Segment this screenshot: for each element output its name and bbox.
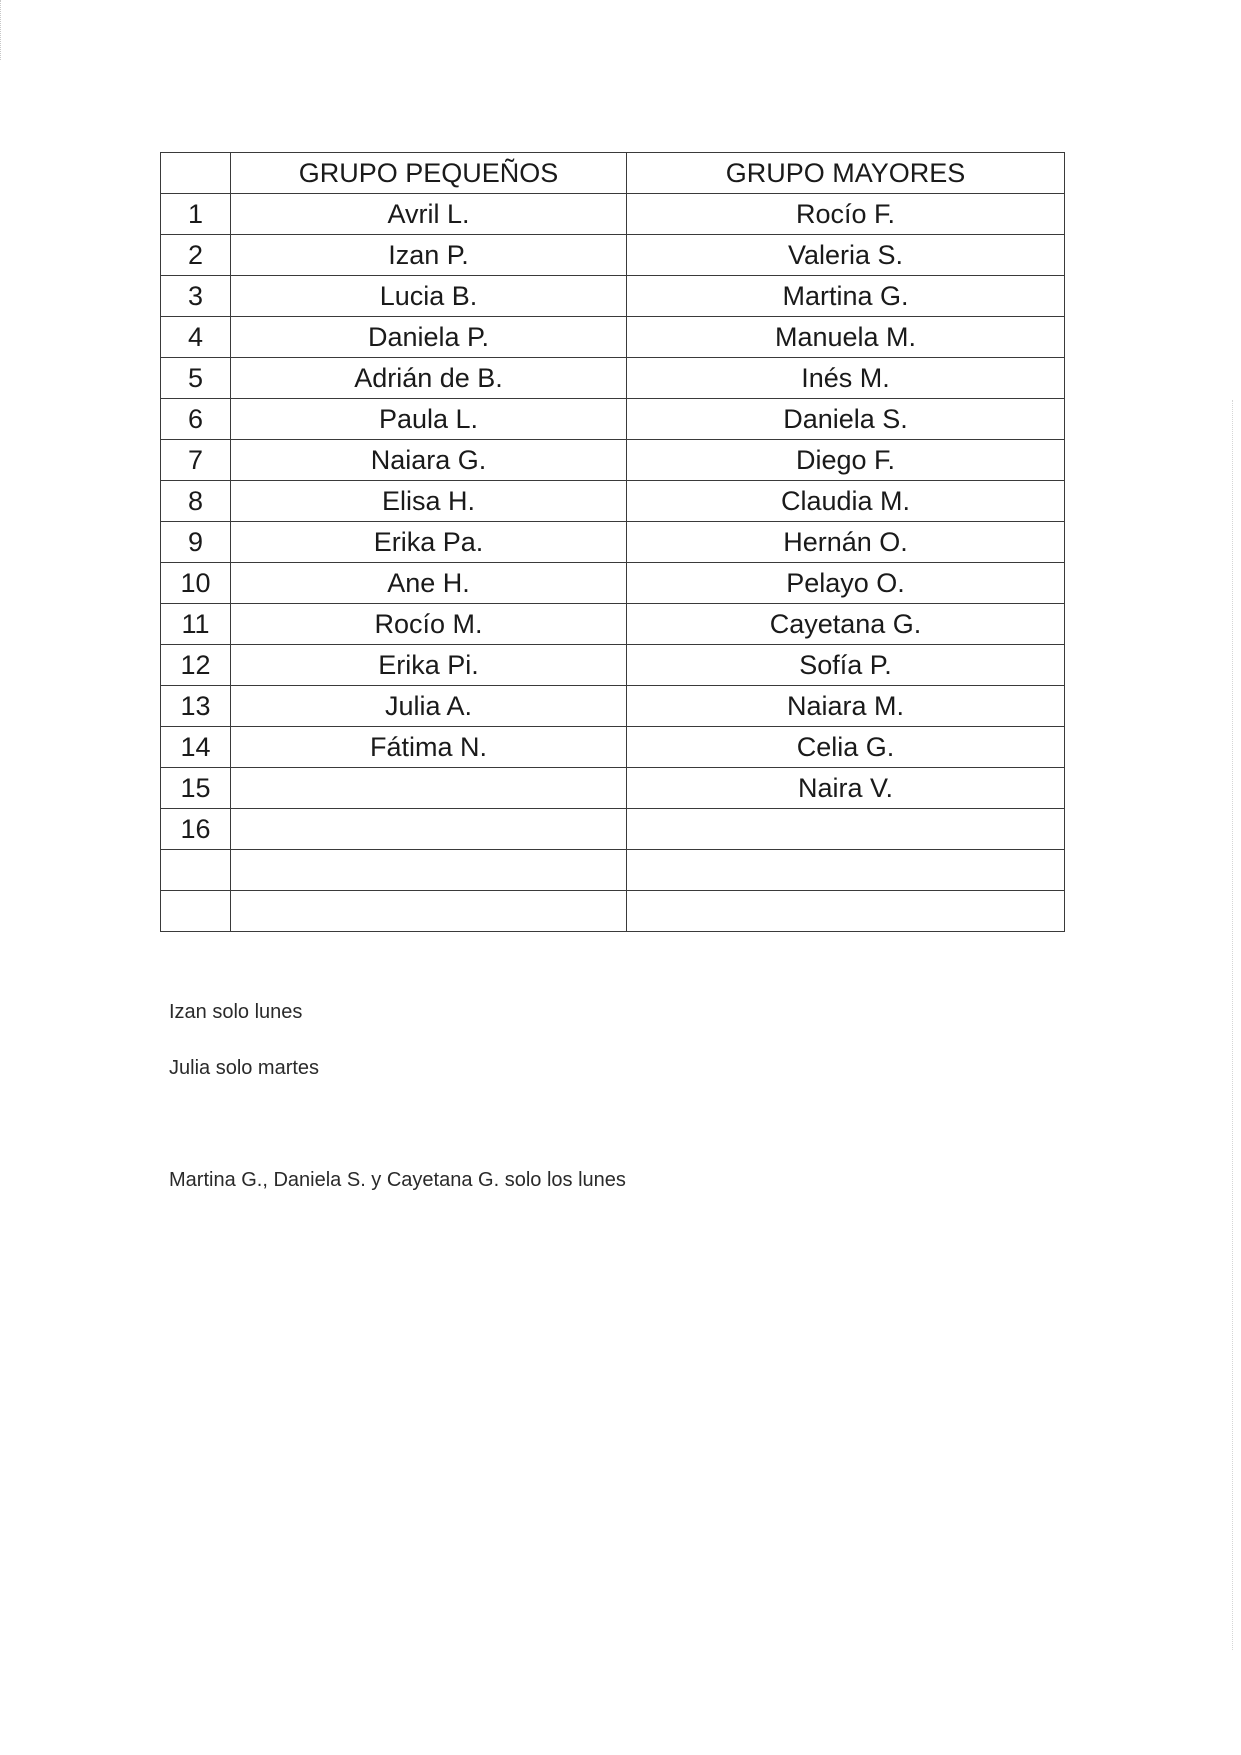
- table-row: [161, 317, 1065, 358]
- mayores-cell: [627, 850, 1065, 891]
- pequenos-cell: Paula L.: [231, 399, 627, 440]
- pequenos-cell: [231, 768, 627, 809]
- pequenos-cell: Fátima N.: [231, 727, 627, 768]
- table-row: [161, 686, 1065, 727]
- pequenos-cell: Daniela P.: [231, 317, 627, 358]
- mayores-cell: Diego F.: [627, 440, 1065, 481]
- row-number: 2: [161, 235, 231, 276]
- pequenos-cell: Rocío M.: [231, 604, 627, 645]
- header-grupo-pequenos: GRUPO PEQUEÑOS: [231, 153, 627, 194]
- table-row: [161, 481, 1065, 522]
- mayores-cell: Claudia M.: [627, 481, 1065, 522]
- pequenos-cell: Lucia B.: [231, 276, 627, 317]
- row-number: [161, 891, 231, 932]
- table-row: [161, 235, 1065, 276]
- row-number: 13: [161, 686, 231, 727]
- pequenos-cell: Izan P.: [231, 235, 627, 276]
- pequenos-cell: Naiara G.: [231, 440, 627, 481]
- row-number: 16: [161, 809, 231, 850]
- mayores-cell: Daniela S.: [627, 399, 1065, 440]
- note-julia: Julia solo martes: [169, 1057, 320, 1079]
- mayores-cell: Pelayo O.: [627, 563, 1065, 604]
- row-number: 8: [161, 481, 231, 522]
- row-number: 3: [161, 276, 231, 317]
- mayores-cell: Martina G.: [627, 276, 1065, 317]
- table-row: [161, 727, 1065, 768]
- row-number: 10: [161, 563, 231, 604]
- roster-table: [160, 152, 1065, 932]
- table-row: [161, 276, 1065, 317]
- row-number: [161, 850, 231, 891]
- pequenos-cell: Elisa H.: [231, 481, 627, 522]
- scan-edge-right: [1232, 400, 1233, 1650]
- table-row: [161, 358, 1065, 399]
- table-row: [161, 645, 1065, 686]
- row-number: 11: [161, 604, 231, 645]
- pequenos-cell: Erika Pi.: [231, 645, 627, 686]
- table-row: [161, 522, 1065, 563]
- mayores-cell: Sofía P.: [627, 645, 1065, 686]
- mayores-cell: Rocío F.: [627, 194, 1065, 235]
- mayores-cell: Cayetana G.: [627, 604, 1065, 645]
- pequenos-cell: Erika Pa.: [231, 522, 627, 563]
- table-row: [161, 809, 1065, 850]
- table-row: [161, 850, 1065, 891]
- header-number-column: [161, 153, 231, 194]
- table-row: [161, 768, 1065, 809]
- table-row: [161, 440, 1065, 481]
- mayores-cell: [627, 809, 1065, 850]
- table-row: [161, 399, 1065, 440]
- row-number: 1: [161, 194, 231, 235]
- row-number: 15: [161, 768, 231, 809]
- pequenos-cell: [231, 850, 627, 891]
- table-row: [161, 604, 1065, 645]
- row-number: 6: [161, 399, 231, 440]
- scan-edge-left: [0, 0, 1, 60]
- mayores-cell: Inés M.: [627, 358, 1065, 399]
- mayores-cell: Hernán O.: [627, 522, 1065, 563]
- note-mayores-lunes: Martina G., Daniela S. y Cayetana G. solo los lunes: [169, 1169, 626, 1191]
- mayores-cell: Naiara M.: [627, 686, 1065, 727]
- pequenos-cell: Adrián de B.: [231, 358, 627, 399]
- row-number: 9: [161, 522, 231, 563]
- mayores-cell: Naira V.: [627, 768, 1065, 809]
- mayores-cell: Manuela M.: [627, 317, 1065, 358]
- pequenos-cell: [231, 809, 627, 850]
- table-row: [161, 891, 1065, 932]
- table-row: [161, 194, 1065, 235]
- mayores-cell: [627, 891, 1065, 932]
- mayores-cell: Valeria S.: [627, 235, 1065, 276]
- row-number: 12: [161, 645, 231, 686]
- table-row: [161, 563, 1065, 604]
- row-number: 4: [161, 317, 231, 358]
- row-number: 14: [161, 727, 231, 768]
- note-izan: Izan solo lunes: [169, 1001, 303, 1023]
- row-number: 5: [161, 358, 231, 399]
- header-grupo-mayores: GRUPO MAYORES: [627, 153, 1065, 194]
- pequenos-cell: Avril L.: [231, 194, 627, 235]
- pequenos-cell: Ane H.: [231, 563, 627, 604]
- row-number: 7: [161, 440, 231, 481]
- pequenos-cell: Julia A.: [231, 686, 627, 727]
- table-header-row: [161, 153, 1065, 194]
- mayores-cell: Celia G.: [627, 727, 1065, 768]
- pequenos-cell: [231, 891, 627, 932]
